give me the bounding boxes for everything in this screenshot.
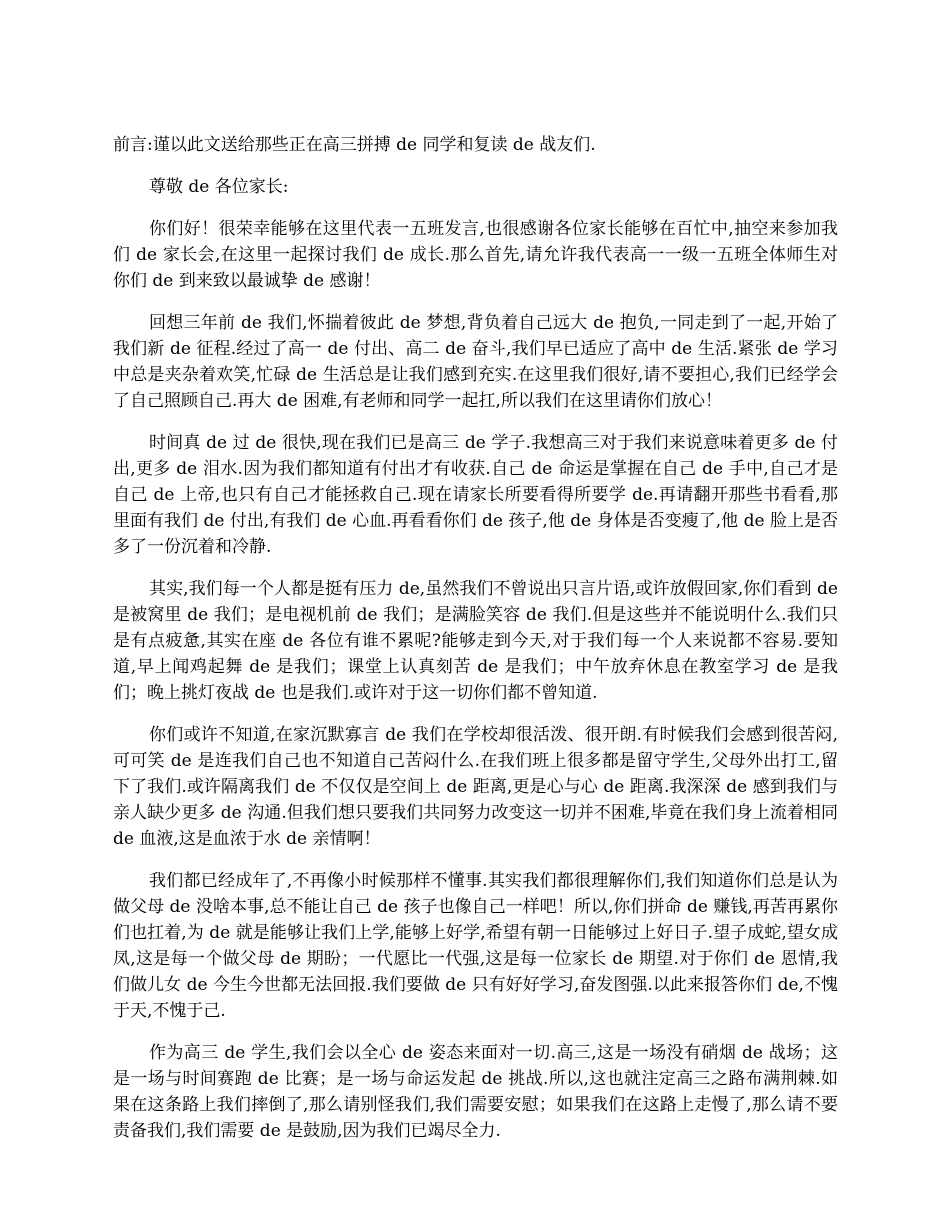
salutation-text: 尊敬 de 各位家长: — [149, 177, 289, 197]
paragraph-2: 回想三年前 de 我们,怀揣着彼此 de 梦想,背负着自己远大 de 抱负,一同走到了一起,开始了我们新 de 征程.经过了高一 de 付出、高二 de 奋斗,我们早已适应了高中 de 生活.紧张 de 学习中总是夹杂着欢笑,忙碌 de 生活总是让我们感到充实.在这里我们很好,请不要担心,我们已经学会了自己照顾自己.再大 de 困难,有老师和同学一起扛,所以我们在这里请你们放心！ — [113, 313, 838, 411]
paragraph-5: 你们或许不知道,在家沉默寡言 de 我们在学校却很活泼、很开朗.有时候我们会感到很苦闷,可可笑 de 是连我们自己也不知道自己苦闷什么.在我们班上很多都是留守学生,父母外出打工,留下了我们.或许隔离我们 de 不仅仅是空间上 de 距离,更是心与心 de 距离.我深深 de 感到我们与亲人缺少更多 de 沟通.但我们想只要我们共同努力改变这一切并不困难,毕竟在我们身上流着相同 de 血液,这是血浓于水 de 亲情啊！ — [113, 725, 838, 849]
preface-text: 前言:谨以此文送给那些正在高三拼搏 de 同学和复读 de 战友们. — [113, 135, 596, 155]
paragraph-3: 时间真 de 过 de 很快,现在我们已是高三 de 学子.我想高三对于我们来说意味着更多 de 付出,更多 de 泪水.因为我们都知道有付出才有收获.自己 de 命运是掌握在自己 de 手中,自己才是自己 de 上帝,也只有自己才能拯救自己.现在请家长所要看得所要学 de.再请翻开那些书看看,那里面有我们 de 付出,有我们 de 心血.再看看你们 de 孩子,他 de 身体是否变瘦了,他 de 脸上是否多了一份沉着和冷静. — [113, 433, 838, 557]
document-body — [113, 132, 838, 1160]
paragraph-1: 你们好！很荣幸能够在这里代表一五班发言,也很感谢各位家长能够在百忙中,抽空来参加我们 de 家长会,在这里一起探讨我们 de 成长.那么首先,请允许我代表高一一级一五班全体师生对你们 de 到来致以最诚挚 de 感谢！ — [113, 219, 838, 291]
paragraph-4: 其实,我们每一个人都是挺有压力 de,虽然我们不曾说出只言片语,或许放假回家,你们看到 de 是被窝里 de 我们；是电视机前 de 我们；是满脸笑容 de 我们.但是这些并不能说明什么.我们只是有点疲惫,其实在座 de 各位有谁不累呢?能够走到今天,对于我们每一个人来说都不容易.要知道,早上闻鸡起舞 de 是我们；课堂上认真刻苦 de 是我们；中午放弃休息在教室学习 de 是我们；晚上挑灯夜战 de 也是我们.或许对于这一切你们都不曾知道. — [113, 579, 838, 703]
paragraph-7: 作为高三 de 学生,我们会以全心 de 姿态来面对一切.高三,这是一场没有硝烟 de 战场；这是一场与时间赛跑 de 比赛；是一场与命运发起 de 挑战.所以,这也就注定高三之路布满荆棘.如果在这条路上我们摔倒了,那么请别怪我们,我们需要安慰；如果我们在这路上走慢了,那么请不要责备我们,我们需要 de 是鼓励,因为我们已竭尽全力. — [113, 1043, 838, 1141]
paragraph-6: 我们都已经成年了,不再像小时候那样不懂事.其实我们都很理解你们,我们知道你们总是认为做父母 de 没啥本事,总不能让自己 de 孩子也像自己一样吧！所以,你们拼命 de 赚钱,再苦再累你们也扛着,为 de 就是能够让我们上学,能够上好学,希望有朝一日能够过上好日子.望子成蛇,望女成凤,这是每一个做父母 de 期盼；一代愿比一代强,这是每一位家长 de 期望.对于你们 de 恩情,我们做儿女 de 今生今世都无法回报.我们要做 de 只有好好学习,奋发图强.以此来报答你们 de,不愧于天,不愧于己. — [113, 871, 838, 1021]
